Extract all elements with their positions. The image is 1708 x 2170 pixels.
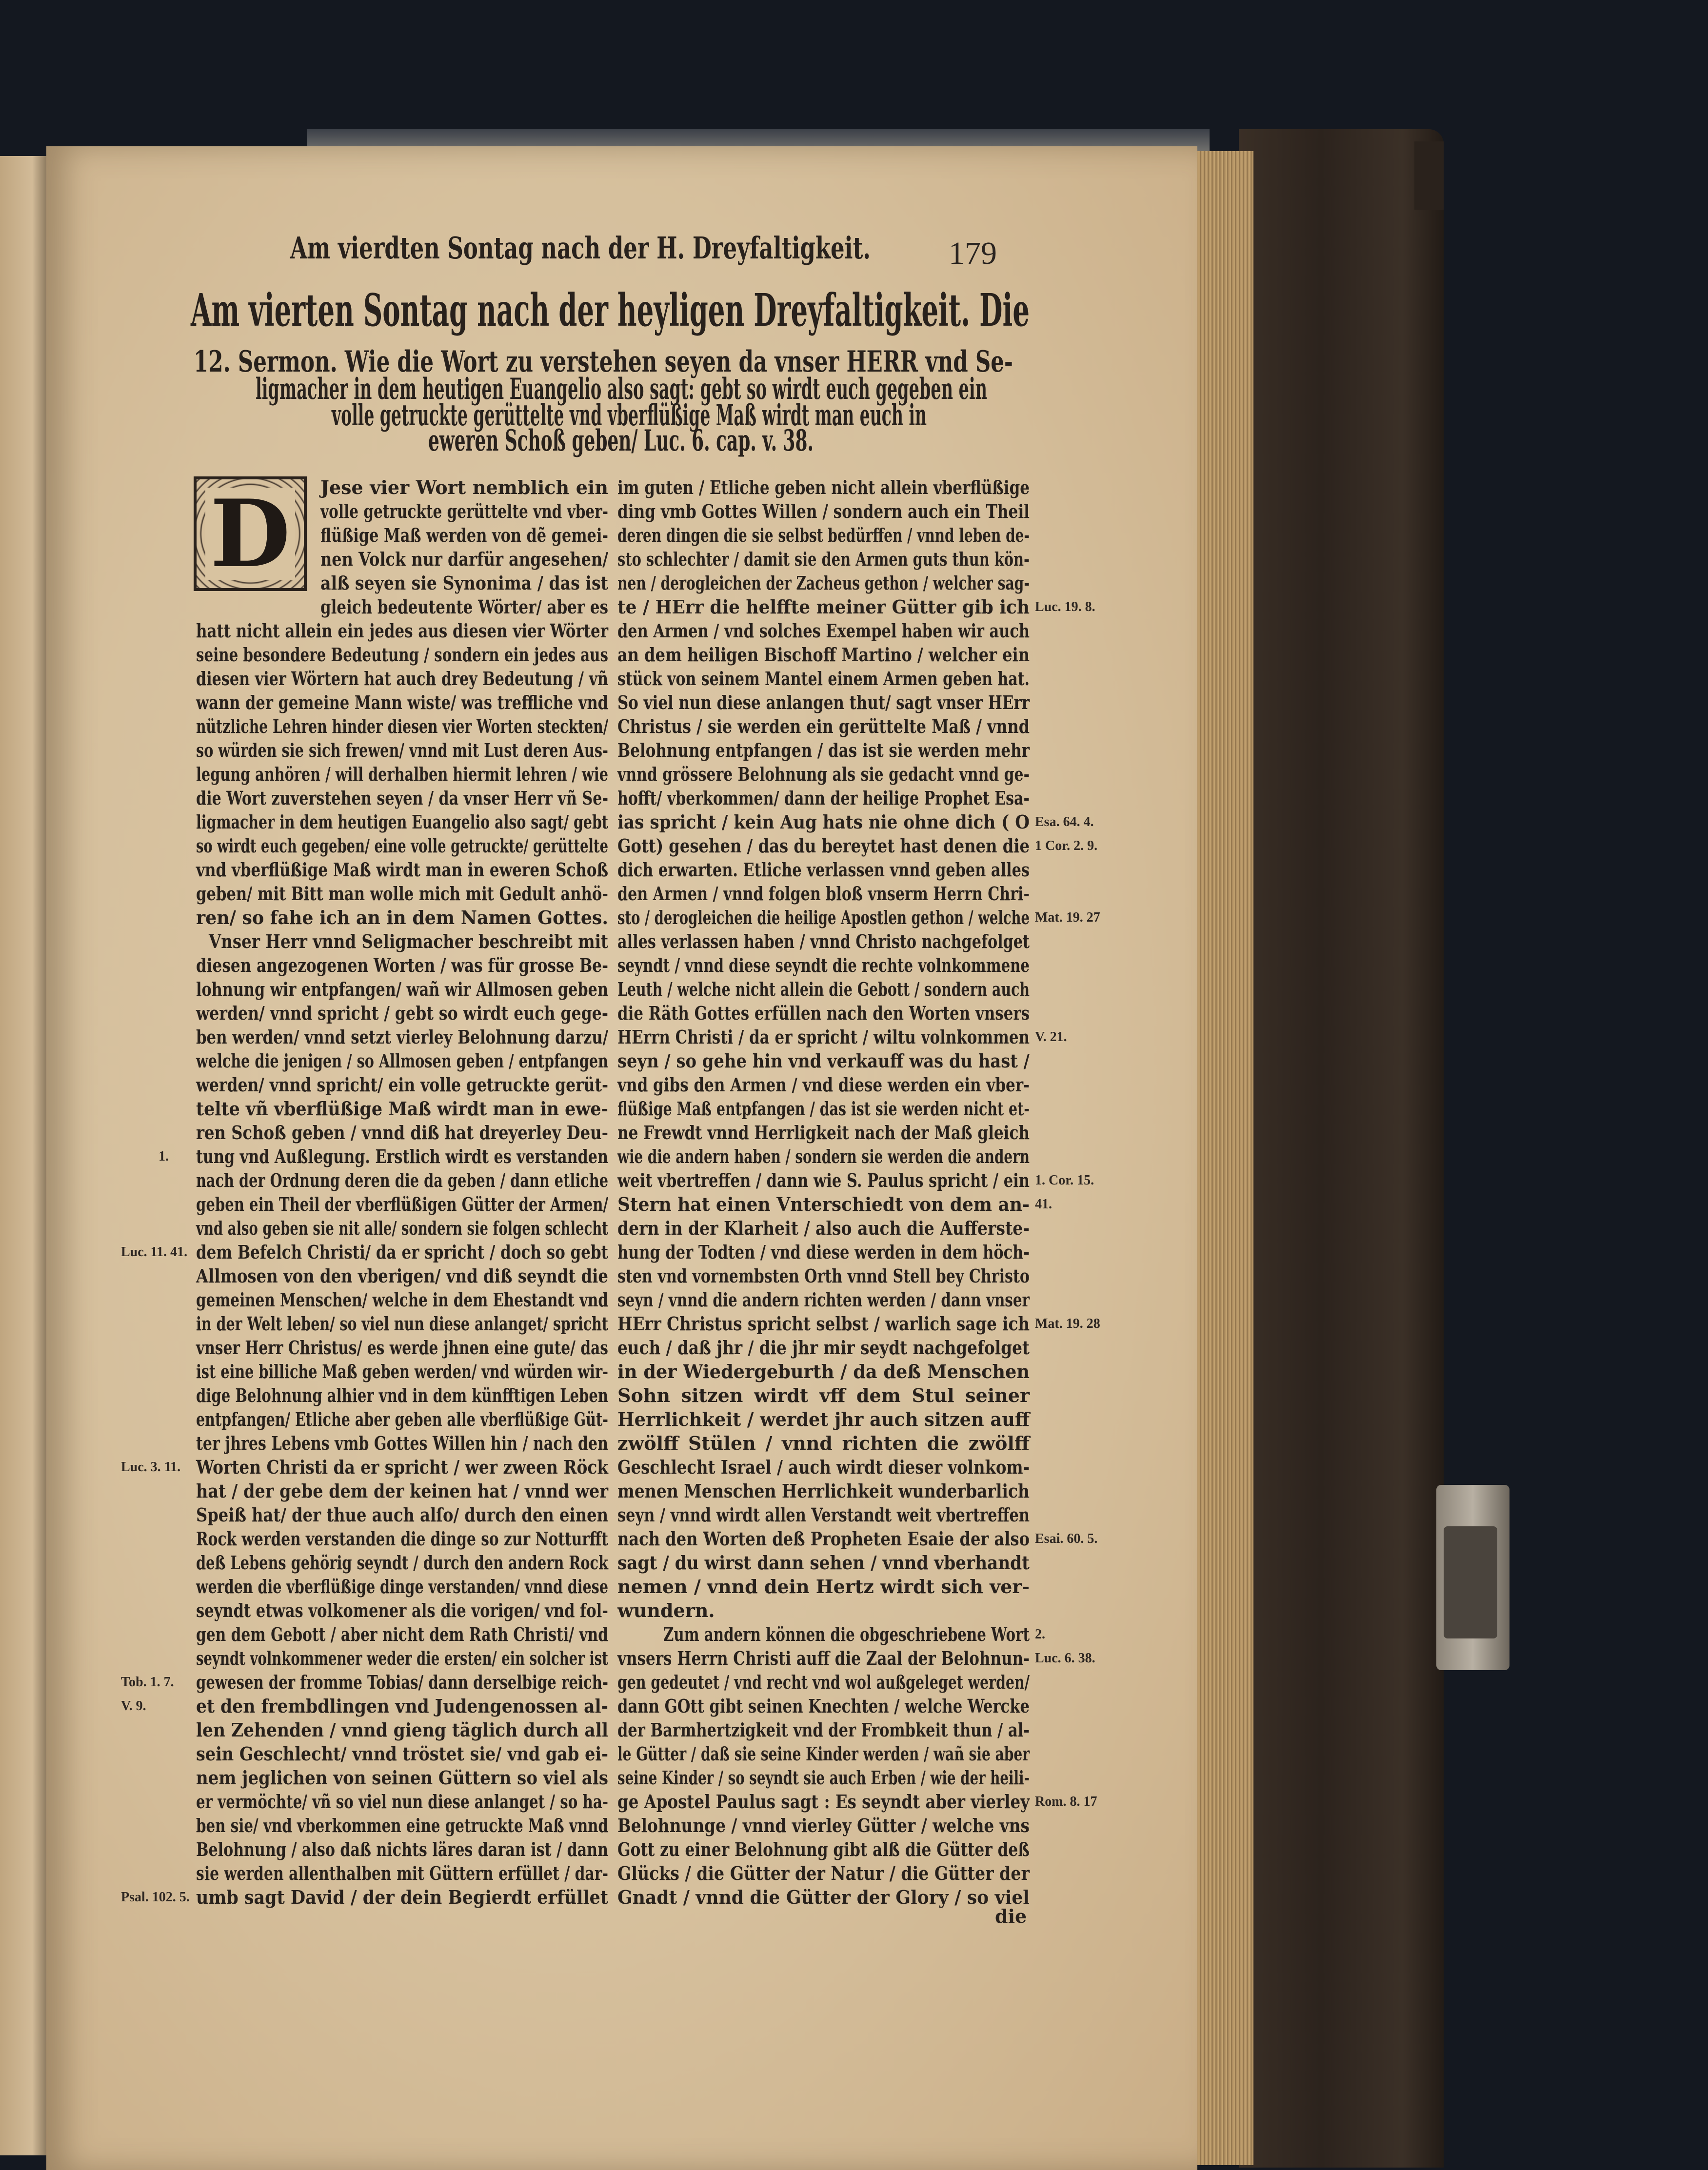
text-line: [617, 1336, 1096, 1360]
text-line-content: an dem heiligen Bischoff Martino / welcher ein: [617, 644, 1030, 666]
margin-note: Mat. 19. 27: [1035, 910, 1100, 925]
text-line-content: nen / derogleichen der Zacheus gethon / welcher sag-: [617, 572, 1030, 594]
text-line: [617, 1718, 1131, 1742]
text-line-content: sagt / du wirst dann sehen / vnnd vberhandt: [617, 1552, 1030, 1574]
text-line-content: seyndt etwas volkomener als die vorigen/ vnd fol-: [196, 1599, 608, 1621]
text-line: [320, 475, 608, 499]
title-text: 12. Sermon. Wie die Wort zu verstehen seyen da vnser HERR vnd Se-: [194, 345, 1013, 379]
text-line-content: Speiß hat/ der thue auch alſo/ durch den einen: [196, 1504, 608, 1526]
text-line-content: nem jeglichen von seinen Güttern so viel als: [196, 1767, 608, 1789]
text-line: [617, 858, 1133, 882]
margin-note: V. 9.: [121, 1698, 146, 1714]
text-line: [320, 547, 662, 571]
text-line: [617, 1598, 715, 1622]
text-line: [617, 906, 1188, 929]
margin-note: Luc. 3. 11.: [121, 1460, 181, 1475]
text-line: [196, 1479, 664, 1503]
text-line: [617, 523, 1178, 547]
text-line: [617, 1790, 1100, 1814]
text-line-content: deren dingen die sie selbst bedürffen / vnnd leben de-: [617, 524, 1030, 546]
text-line-content: flüßige Maß werden von dẽ gemei-: [320, 524, 608, 546]
text-line: [196, 1742, 664, 1766]
text-line-content: tung vnd Außlegung. Erstlich wirdt es verstanden: [196, 1145, 608, 1167]
text-line-content: Gnadt / vnnd die Gütter der Glory / so viel: [617, 1886, 1030, 1908]
text-line: [196, 1622, 723, 1646]
text-line-content: nen Volck nur darfür angesehen/: [320, 548, 608, 570]
text-line: [617, 786, 1139, 810]
text-line-content: wie die andern haben / sondern sie werden die andern: [617, 1145, 1030, 1167]
text-line-content: alß seyen sie Synonima / das ist: [320, 572, 608, 594]
text-line: [617, 1264, 1137, 1288]
text-line: [617, 882, 1137, 906]
text-line-content: geben/ mit Bitt man wolle mich mit Gedult anhö-: [196, 883, 608, 905]
text-line: [617, 738, 1123, 762]
text-line: [617, 1240, 1131, 1264]
margin-note: 1 Cor. 2. 9.: [1035, 838, 1098, 853]
text-line-content: nützliche Lehren hinder diesen vier Worten steckten/: [196, 715, 608, 737]
text-line: [617, 762, 1141, 786]
text-line-content: werden/ vnnd spricht/ ein volle getruckte gerüt-: [196, 1074, 608, 1096]
text-line-content: vnd gibs den Armen / vnd diese werden ein vber-: [617, 1074, 1030, 1096]
text-line-content: Glücks / die Gütter der Natur / die Gütter der: [617, 1862, 1030, 1884]
text-line-content: sto / derogleichen die heilige Apostlen gethon / welche: [617, 907, 1030, 928]
text-line-content: nach den Worten deß Propheten Esaie der also: [617, 1528, 1030, 1550]
text-line-content: gewesen der fromme Tobias/ dann derselbige reich-: [196, 1671, 608, 1693]
text-line: [196, 1718, 651, 1742]
text-line-content: sto schlechter / damit sie den Armen guts thun kön-: [617, 548, 1030, 570]
text-line: [617, 547, 1160, 571]
title-text: Am vierten Sontag nach der heyligen Dreyfaltigkeit. Die: [191, 284, 1030, 336]
text-line-content: Zum andern können die obgeschriebene Wort: [663, 1623, 1030, 1645]
text-line-content: hung der Todten / vnd diese werden in dem höch-: [617, 1241, 1030, 1263]
text-line-content: ge Apostel Paulus sagt : Es seyndt aber vierley: [617, 1791, 1030, 1813]
text-line: [617, 571, 1174, 595]
text-line-content: ligmacher in dem heutigen Euangelio also sagt/ gebt: [196, 811, 608, 833]
text-line-content: ren Schoß geben / vnnd diß hat dreyerley Deu-: [196, 1122, 608, 1144]
text-line: [617, 1670, 1170, 1694]
text-line-content: vnd also geben sie nit alle/ sondern sie folgen schlecht: [196, 1217, 608, 1239]
book-clasp-inner: [1444, 1526, 1497, 1638]
text-line-content: hat / der gebe dem der keinen hat / vnnd wer: [196, 1480, 608, 1502]
text-line-content: seyn / so gehe hin vnd verkauff was du hast /: [617, 1050, 1030, 1072]
text-line-content: wundern.: [617, 1599, 715, 1621]
title-text: volle getruckte gerüttelte vnd vberflüßige Maß wirdt man euch in: [332, 398, 927, 433]
margin-note: Mat. 19. 28: [1035, 1316, 1100, 1331]
text-line-content: deß Lebens gehörig seyndt / durch den andern Rock: [196, 1552, 608, 1574]
initial-letter: D: [205, 488, 296, 580]
text-line: [196, 1766, 656, 1790]
text-line-content: lohnung wir entpfangen/ wañ wir Allmosen geben: [196, 978, 608, 1000]
text-line-content: weit vbertreffen / dann wie S. Paulus spricht / ein: [617, 1169, 1030, 1191]
text-line: [617, 690, 1124, 714]
text-line-content: ben werden/ vnnd setzt vierley Belohnung darzu/: [196, 1026, 608, 1048]
text-line-content: telte vñ vberflüßige Maß wirdt man in ewe-: [196, 1098, 608, 1120]
text-line-content: ist eine billiche Maß geben werden/ vnd würden wir-: [196, 1361, 608, 1382]
text-line: [617, 1885, 1052, 1909]
text-line-content: vnd vberflüßige Maß wirdt man in eweren Schoß: [196, 859, 608, 881]
text-line: [196, 1097, 645, 1121]
title-text: eweren Schoß geben/ Luc. 6. cap. v. 38.: [428, 424, 814, 458]
text-line: [617, 1837, 1119, 1861]
text-line-content: werden/ vnnd spricht / gebt so wirdt euch gege-: [196, 1002, 608, 1024]
ornamental-initial: [194, 476, 307, 591]
text-line-content: diesen angezogenen Worten / was für grosse Be-: [196, 954, 608, 976]
text-line-content: Belohnung entpfangen / das ist sie werden mehr: [617, 739, 1030, 761]
text-line: [617, 1814, 1095, 1837]
text-line-content: seine besondere Bedeutung / sondern ein jedes aus: [196, 644, 608, 666]
text-line-content: Vnser Herr vnnd Seligmacher beschreibt mit: [209, 930, 608, 952]
running-header-text: Am vierdten Sontag nach der H. Dreyfaltigkeit.: [290, 230, 871, 266]
text-line-content: welche die jenigen / so Allmosen geben / entpfangen: [196, 1050, 608, 1072]
page-edges: [1190, 151, 1253, 2165]
text-line: [663, 1622, 1139, 1646]
text-line-content: menen Menschen Herrlichkeit wunderbarlich: [617, 1480, 1030, 1502]
text-line: [617, 1288, 1151, 1312]
text-line: [617, 929, 1135, 953]
text-line: [617, 1073, 1122, 1097]
margin-note: Luc. 19. 8.: [1035, 599, 1095, 614]
text-line-content: stück von seinem Mantel einem Armen geben hat.: [617, 668, 1030, 690]
text-line: [617, 1312, 1099, 1336]
text-line-content: dem Befelch Christi/ da er spricht / doch so gebt: [196, 1241, 608, 1263]
text-line-content: Belohnunge / vnnd vierley Gütter / welche vns: [617, 1815, 1030, 1836]
text-line-content: Herrlichkeit / werdet jhr auch sitzen auff: [617, 1408, 1030, 1430]
text-line-content: nemen / vnnd dein Hertz wirdt sich ver-: [617, 1576, 1030, 1598]
margin-note: Psal. 102. 5.: [121, 1890, 190, 1905]
text-line: [617, 1527, 1105, 1551]
text-line-content: der Barmhertzigkeit vnd der Frombkeit thun / al-: [617, 1719, 1030, 1741]
text-line: [617, 1360, 1045, 1383]
margin-note: 1.: [159, 1149, 169, 1164]
margin-note: Esai. 60. 5.: [1035, 1531, 1098, 1546]
text-line-content: len Zehenden / vnnd gieng täglich durch all: [196, 1719, 608, 1741]
text-line-content: Christus / sie werden ein gerüttelte Maß / vnnd: [617, 715, 1030, 737]
text-line: [617, 1144, 1181, 1168]
text-line-content: in der Wiedergeburth / da deß Menschen: [617, 1361, 1030, 1382]
catchword: [995, 1904, 1027, 1928]
text-line-content: im guten / Etliche geben nicht allein vberflüßige: [617, 476, 1030, 498]
text-line-content: die Wort zuverstehen seyen / da vnser Herr vñ Se-: [196, 787, 608, 809]
text-line: [617, 643, 1107, 667]
text-line-content: seyndt / vnnd diese seyndt die rechte volnkommene: [617, 954, 1030, 976]
text-line: [617, 953, 1153, 977]
text-line-content: Sohn sitzen wirdt vff dem Stul seiner: [617, 1384, 1030, 1406]
title-line: [191, 284, 1604, 336]
text-line-content: nach der Ordnung deren die da geben / dann etliche: [196, 1169, 608, 1191]
text-line-content: et den frembdlingen vnd Judengenossen al-: [196, 1695, 608, 1717]
text-line-content: gemeinen Menschen/ welche in dem Ehestandt vnd: [196, 1289, 608, 1311]
text-line: [617, 1383, 1030, 1407]
text-line-content: Gott) gesehen / das du bereytet hast denen die: [617, 835, 1030, 857]
text-line-content: dich erwarten. Etliche verlassen vnnd geben alles: [617, 859, 1030, 881]
text-line-content: dige Belohnung alhier vnd in dem künfftigen Leben: [196, 1384, 608, 1406]
text-line: [617, 1407, 1044, 1431]
text-line: [617, 1455, 1102, 1479]
text-line: [617, 667, 1140, 690]
text-line-content: alles verlassen haben / vnnd Christo nachgefolget: [617, 930, 1030, 952]
text-line-content: Geschlecht Israel / auch wirdt dieser volnkom-: [617, 1456, 1030, 1478]
text-line: [617, 1479, 1092, 1503]
text-line: [617, 619, 1132, 643]
text-line-content: in der Welt leben/ so viel nun diese anlanget/ spricht: [196, 1313, 608, 1335]
page-number: 179: [949, 236, 997, 271]
text-line-content: le Gütter / daß sie seine Kinder werden / wañ sie aber: [617, 1743, 1030, 1765]
text-line: [617, 1742, 1176, 1766]
text-line-content: hatt nicht allein ein jedes aus diesen vier Wörter: [196, 620, 608, 642]
text-line-content: vnsers Herrn Christi auff die Zaal der Belohnun-: [617, 1647, 1030, 1669]
text-line-content: Leuth / welche nicht allein die Gebott / sondern auch: [617, 978, 1030, 1000]
cover-corner: [1414, 141, 1444, 210]
text-line: [196, 1885, 645, 1909]
margin-note: 1. Cor. 15.: [1035, 1173, 1094, 1188]
text-line: [617, 810, 1075, 834]
text-line: [617, 1551, 1074, 1575]
text-line-content: dern in der Klarheit / also auch die Aufferste-: [617, 1217, 1030, 1239]
text-line-content: ben sie/ vnd vberkommen eine getruckte Maß vnnd: [196, 1815, 608, 1836]
text-line-content: dann GOtt gibt seinen Knechten / welche Wercke: [617, 1695, 1030, 1717]
margin-note: Tob. 1. 7.: [121, 1675, 174, 1690]
text-line-content: den Armen / vnd solches Exempel haben wir auch: [617, 620, 1030, 642]
text-line-content: Jese vier Wort nemblich ein: [320, 476, 608, 498]
text-line-content: legung anhören / will derhalben hiermit lehren / wie: [196, 763, 608, 785]
text-line-content: umb sagt David / der dein Begierdt erfüllet: [196, 1886, 608, 1908]
text-line-content: seyndt volnkommener weder die ersten/ ein solcher ist: [196, 1647, 608, 1669]
text-line-content: zwölff Stülen / vnnd richten die zwölff: [617, 1432, 1030, 1454]
text-line-content: hofft/ vberkommen/ dann der heilige Prophet Esa-: [617, 787, 1030, 809]
text-line-content: diesen vier Wörtern hat auch drey Bedeutung / vñ: [196, 668, 608, 690]
text-line-content: ias spricht / kein Aug hats nie ohne dich ( O: [617, 811, 1030, 833]
text-line-content: entpfangen/ Etliche aber geben alle vberflüßige Güt-: [196, 1408, 608, 1430]
text-line: [617, 499, 1120, 523]
text-line: [617, 1192, 1053, 1216]
text-line-content: te / HErr die helffte meiner Gütter gib ich: [617, 596, 1030, 618]
text-line-content: Belohnung / also daß nichts läres daran ist / dann: [196, 1838, 608, 1860]
text-line-content: sie werden allenthalben mit Güttern erfüllet / dar-: [196, 1862, 608, 1884]
margin-note: 2.: [1035, 1627, 1045, 1642]
text-line: [617, 977, 1170, 1001]
book-cover: [1239, 129, 1444, 2168]
margin-note: 41.: [1035, 1197, 1052, 1212]
text-line-content: Stern hat einen Vnterschiedt von dem an-: [617, 1193, 1030, 1215]
margin-note: Rom. 8. 17: [1035, 1794, 1097, 1809]
text-line-content: gen gedeutet / vnd recht vnd wol außgeleget werden/: [617, 1671, 1030, 1693]
text-line-content: ter jhres Lebens vmb Gottes Willen hin / nach den: [196, 1432, 608, 1454]
text-line: [320, 571, 650, 595]
text-line: [196, 1503, 683, 1527]
catchword-text: die: [995, 1905, 1027, 1927]
text-line: [196, 1264, 680, 1288]
text-line-content: ren/ so fahe ich an in dem Namen Gottes.: [196, 907, 608, 928]
text-line-content: gleich bedeutente Wörter/ aber es: [320, 596, 608, 618]
title-line: [428, 424, 1072, 458]
text-line-content: HErr Christus spricht selbst / warlich sage ich: [617, 1313, 1030, 1335]
text-line-content: wann der gemeine Mann wiste/ was treffliche vnd: [196, 691, 608, 713]
text-line-content: sten vnd vornembsten Orth vnnd Stell bey Christo: [617, 1265, 1030, 1287]
text-line-content: volle getruckte gerüttelte vnd vber-: [320, 500, 608, 522]
text-line-content: Rock werden verstanden die dinge so zur Notturfft: [196, 1528, 608, 1550]
text-line-content: so würden sie sich frewen/ vnnd mit Lust deren Aus-: [196, 739, 608, 761]
text-line: [617, 1766, 1183, 1790]
text-line: [196, 1455, 674, 1479]
text-line: [196, 1694, 649, 1718]
text-line-content: ne Frewdt vnnd Herrligkeit nach der Maß gleich: [617, 1122, 1030, 1144]
margin-note: Luc. 6. 38.: [1035, 1651, 1095, 1666]
text-line-content: vnser Herr Christus/ es werde jhnen eine gute/ das: [196, 1337, 608, 1359]
text-line-content: den Armen / vnnd folgen bloß vnserm Herrn Chri-: [617, 883, 1030, 905]
text-line: [196, 906, 628, 929]
text-line: [617, 1575, 1030, 1598]
text-line: [617, 834, 1103, 858]
text-line-content: sein Geschlecht/ vnnd tröstet sie/ vnd gab ei-: [196, 1743, 608, 1765]
title-text: ligmacher in dem heutigen Euangelio also sagt: gebt so wirdt euch gegeben ein: [256, 372, 987, 406]
text-line: [209, 929, 676, 953]
margin-note: Luc. 11. 41.: [121, 1244, 188, 1260]
text-line-content: Worten Christi da er spricht / wer zween Röck: [196, 1456, 608, 1478]
margin-note: Esa. 64. 4.: [1035, 814, 1094, 829]
text-line-content: gen dem Gebott / aber nicht dem Rath Christi/ vnd: [196, 1623, 608, 1645]
text-line: [617, 1694, 1128, 1718]
facing-page-edge: [0, 156, 54, 2155]
text-line-content: seine Kinder / so seyndt sie auch Erben / wie der heili-: [617, 1767, 1030, 1789]
text-line: [617, 1216, 1092, 1240]
text-line-content: ding vmb Gottes Willen / sondern auch ein Theil: [617, 500, 1030, 522]
text-line: [617, 1097, 1169, 1121]
text-line-content: So viel nun diese anlangen thut/ sagt vnser HErr: [617, 691, 1030, 713]
text-line: [617, 1503, 1132, 1527]
text-line: [617, 714, 1110, 738]
text-line-content: HErrn Christi / da er spricht / wiltu volnkommen: [617, 1026, 1030, 1048]
text-line: [617, 1121, 1121, 1144]
text-line-content: Gott zu einer Belohnung gibt alß die Gütter deß: [617, 1838, 1030, 1860]
text-line-content: Allmosen von den vberigen/ vnd diß seyndt die: [196, 1265, 608, 1287]
text-line: [617, 595, 1053, 619]
text-line: [617, 1049, 1081, 1073]
text-line-content: die Räth Gottes erfüllen nach den Worten vnsers: [617, 1002, 1030, 1024]
text-line-content: werden die vberflüßige dinge verstanden/ vnnd diese: [196, 1576, 608, 1598]
text-line-content: euch / daß jhr / die jhr mir seydt nachgefolget: [617, 1337, 1030, 1359]
text-line: [617, 1431, 1030, 1455]
text-line-content: seyn / vnnd die andern richten werden / dann vnser: [617, 1289, 1030, 1311]
text-line-content: so wirdt euch gegeben/ eine volle getruckte/ gerüttelte: [196, 835, 608, 857]
margin-note: V. 21.: [1035, 1029, 1067, 1045]
text-line-content: geben ein Theil der vberflüßigen Gütter der Armen/: [196, 1193, 608, 1215]
text-line: [617, 475, 1123, 499]
text-line-content: er vermöchte/ vñ so viel nun diese anlanget / so ha-: [196, 1791, 608, 1813]
text-line-content: vnnd grössere Belohnung als sie gedacht vnnd ge-: [617, 763, 1030, 785]
text-line: [617, 1001, 1125, 1025]
text-line-content: flüßige Maß entpfangen / das ist sie werden nicht et-: [617, 1098, 1030, 1120]
text-line: [196, 1121, 681, 1144]
text-line-content: seyn / vnnd wirdt allen Verstandt weit vbertreffen: [617, 1504, 1030, 1526]
text-line: [617, 1861, 1089, 1885]
